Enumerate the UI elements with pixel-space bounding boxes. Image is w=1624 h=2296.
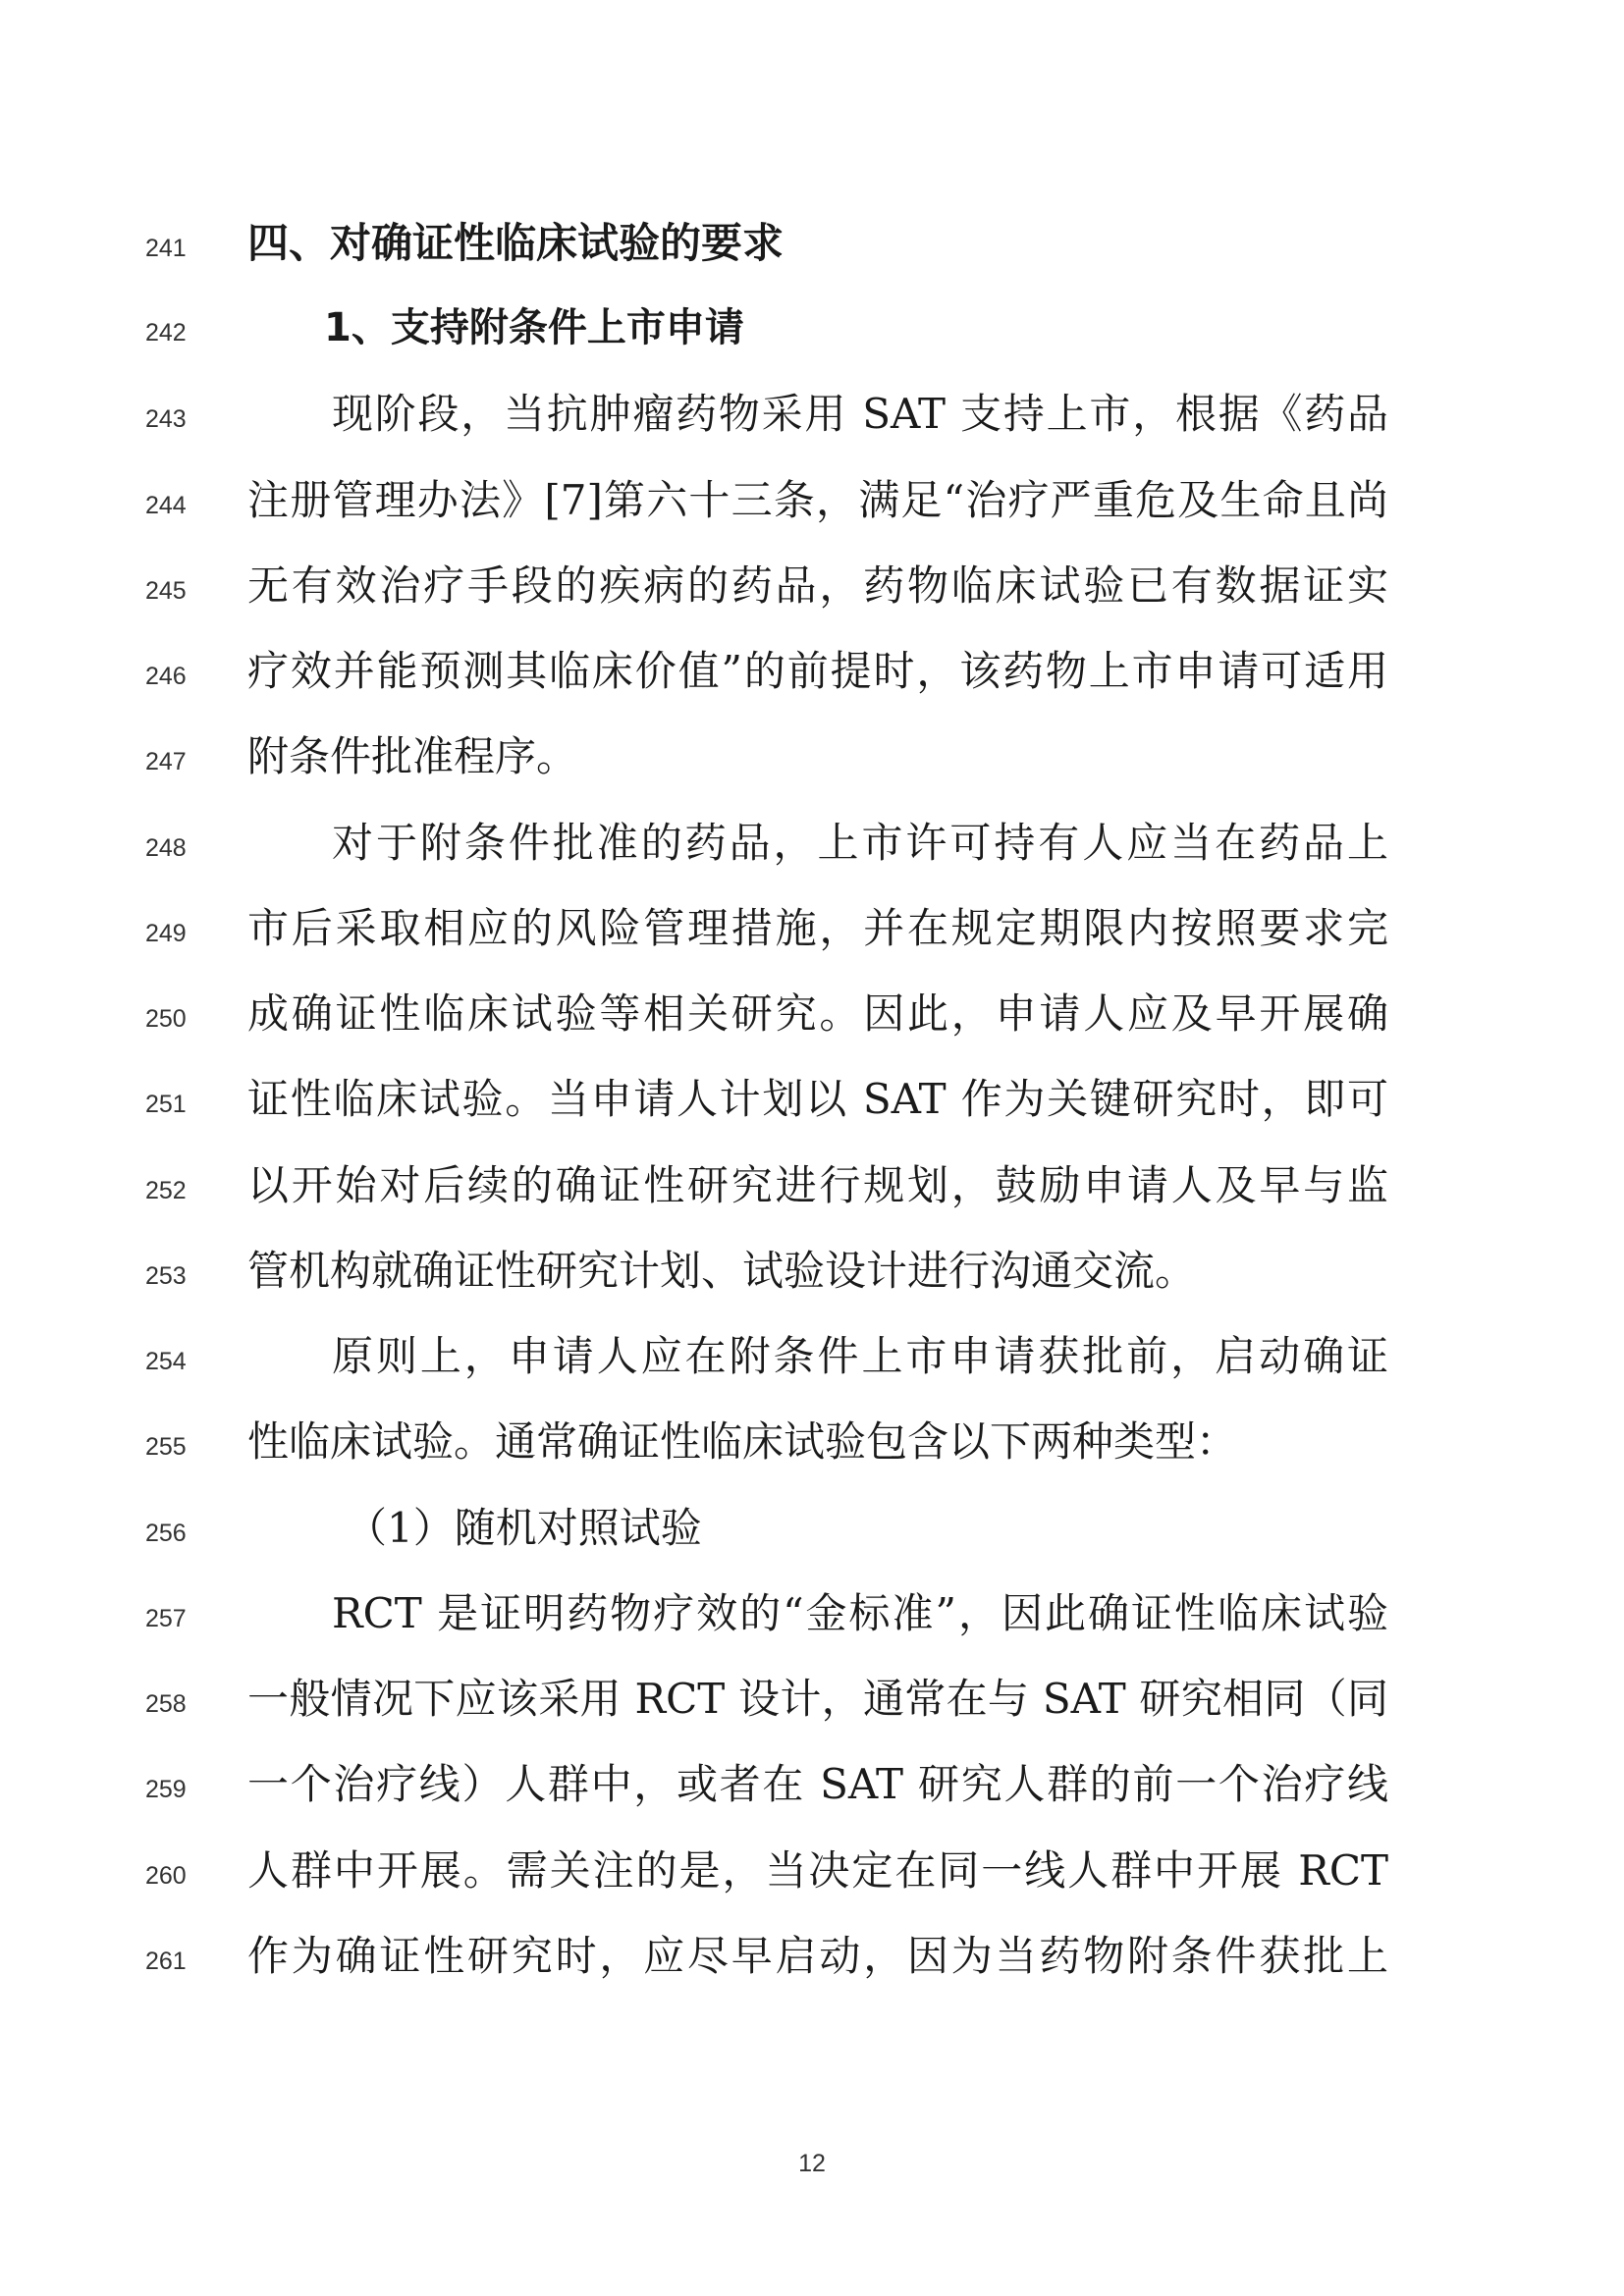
text-line [0, 1070, 1624, 1129]
text-line [0, 471, 1624, 530]
paragraph-text: RCT 是证明药物疗效的“金标准”，因此确证性临床试验 [332, 1589, 1388, 1637]
line-number: 260 [145, 1862, 187, 1890]
text-line [0, 727, 1624, 786]
line-number: 259 [145, 1776, 187, 1803]
paragraph-text: 性临床试验。通常确证性临床试验包含以下两种类型： [247, 1417, 1238, 1466]
line-number: 244 [145, 492, 187, 519]
line-number: 248 [145, 834, 187, 862]
text-line [0, 985, 1624, 1043]
text-line [0, 1670, 1624, 1729]
paragraph-text: 作为确证性研究时，应尽早启动，因为当药物附条件获批上 [247, 1932, 1388, 1980]
text-line [0, 899, 1624, 958]
paragraph-text: 管机构就确证性研究计划、试验设计进行沟通交流。 [247, 1247, 1197, 1295]
line-number: 255 [145, 1433, 187, 1461]
text-line [0, 642, 1624, 701]
subsection-heading: 1、支持附条件上市申请 [324, 305, 744, 350]
line-number: 246 [145, 663, 187, 690]
paragraph-text: 现阶段，当抗肿瘤药物采用 SAT 支持上市，根据《药品 [332, 390, 1388, 438]
line-number: 250 [145, 1005, 187, 1033]
section-heading-line [0, 214, 1624, 273]
line-number: 245 [145, 577, 187, 605]
line-number: 261 [145, 1948, 187, 1975]
paragraph-text: 无有效治疗手段的疾病的药品，药物临床试验已有数据证实 [247, 561, 1388, 610]
line-number: 257 [145, 1605, 187, 1632]
line-number: 242 [145, 319, 187, 347]
paragraph-text: 疗效并能预测其临床价值”的前提时，该药物上市申请可适用 [247, 647, 1388, 695]
text-line [0, 1327, 1624, 1386]
text-line [0, 1584, 1624, 1643]
paragraph-text: 证性临床试验。当申请人计划以 SAT 作为关键研究时，即可 [247, 1075, 1388, 1123]
text-line [0, 1499, 1624, 1558]
page-number: 12 [798, 2150, 826, 2177]
paragraph-text: 附条件批准程序。 [247, 732, 578, 780]
line-number: 256 [145, 1520, 187, 1547]
paragraph-text: 一般情况下应该采用 RCT 设计，通常在与 SAT 研究相同（同 [247, 1675, 1388, 1723]
text-line [0, 1927, 1624, 1986]
section-heading: 四、对确证性临床试验的要求 [247, 219, 785, 267]
line-number: 243 [145, 405, 187, 433]
paragraph-text: 注册管理办法》[7]第六十三条，满足“治疗严重危及生命且尚 [247, 476, 1388, 524]
paragraph-text: 以开始对后续的确证性研究进行规划，鼓励申请人及早与监 [247, 1161, 1388, 1209]
text-line [0, 557, 1624, 615]
paragraph-text: 人群中开展。需关注的是，当决定在同一线人群中开展 RCT [247, 1846, 1388, 1895]
text-line [0, 1755, 1624, 1814]
paragraph-text: 市后采取相应的风险管理措施，并在规定期限内按照要求完 [247, 904, 1388, 952]
text-line [0, 1413, 1624, 1471]
subsection-heading-line [0, 298, 1624, 357]
line-number: 252 [145, 1177, 187, 1204]
text-line [0, 1242, 1624, 1301]
text-line [0, 385, 1624, 444]
paragraph-text: 成确证性临床试验等相关研究。因此，申请人应及早开展确 [247, 989, 1388, 1038]
paragraph-text: 对于附条件批准的药品，上市许可持有人应当在药品上 [332, 819, 1388, 867]
line-number: 247 [145, 748, 187, 775]
paragraph-text: 原则上，申请人应在附条件上市申请获批前，启动确证 [332, 1332, 1388, 1380]
line-number: 241 [145, 235, 187, 262]
sub-heading: （1）随机对照试验 [346, 1504, 702, 1552]
text-line [0, 1156, 1624, 1215]
text-line [0, 1842, 1624, 1900]
line-number: 258 [145, 1690, 187, 1718]
line-number: 251 [145, 1091, 187, 1118]
text-line [0, 814, 1624, 873]
paragraph-text: 一个治疗线）人群中，或者在 SAT 研究人群的前一个治疗线 [247, 1760, 1388, 1808]
line-number: 249 [145, 920, 187, 947]
line-number: 254 [145, 1348, 187, 1375]
line-number: 253 [145, 1262, 187, 1290]
